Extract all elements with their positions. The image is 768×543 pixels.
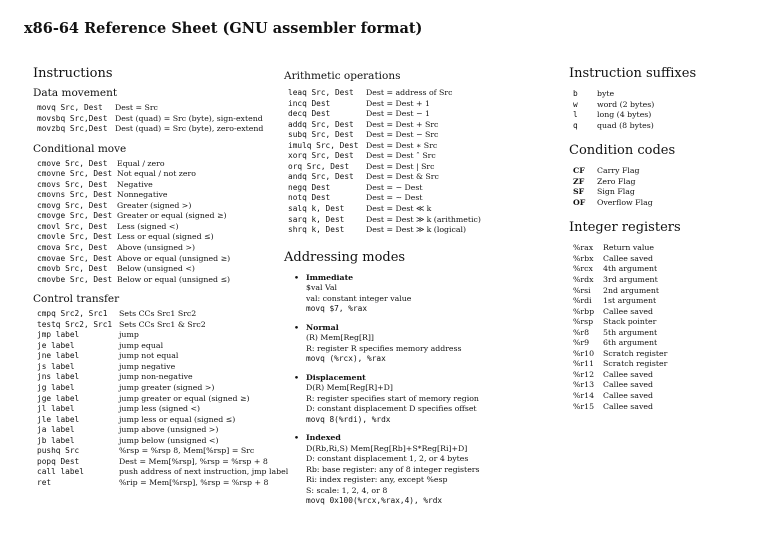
row-description: Callee saved: [603, 391, 653, 401]
row-key: shrq k, Dest: [288, 225, 345, 235]
addressing-mode-item: [284, 373, 549, 426]
conditional-move-row: [33, 264, 273, 275]
row-description: Dest (quad) = Src (byte), zero-extend: [115, 124, 264, 134]
addressing-mode-line: Ri: index register: any, except %esp: [306, 475, 448, 485]
arithmetic-row: [284, 162, 549, 173]
control-transfer-row: [33, 330, 273, 341]
addressing-mode-line: D(Rb,Ri,S) Mem[Reg[Rb]+S*Reg[Ri]+D]: [306, 443, 468, 453]
register-row: [569, 317, 759, 328]
row-key: %r10: [573, 348, 595, 358]
row-key: popq Dest: [37, 456, 80, 466]
register-row: [569, 391, 759, 402]
row-key: cmovb Src, Dest: [37, 264, 108, 274]
suffixes-heading: Instruction suffixes: [569, 66, 697, 81]
row-description: Greater (signed >): [117, 200, 192, 210]
control-transfer-row: [33, 372, 273, 383]
data-movement-row: [33, 114, 273, 125]
row-description: Dest = ∼ Dest: [366, 193, 423, 203]
data-movement-heading: Data movement: [33, 87, 118, 99]
row-key: q: [573, 120, 578, 130]
register-row: [569, 402, 759, 413]
register-row: [569, 286, 759, 297]
register-row: [569, 296, 759, 307]
row-key: %rbx: [573, 253, 594, 263]
conditional-move-row: [33, 222, 273, 233]
conditional-move-row: [33, 211, 273, 222]
row-description: jump greater (signed >): [119, 383, 215, 393]
row-description: jump below (unsigned <): [119, 435, 219, 445]
row-key: %r8: [573, 327, 590, 337]
arithmetic-section: [284, 88, 549, 236]
row-key: cmovne Src, Dest: [37, 169, 113, 179]
suffix-row: [569, 89, 759, 100]
control-transfer-row: [33, 415, 273, 426]
row-key: %r14: [573, 391, 595, 401]
suffix-row: [569, 110, 759, 121]
arithmetic-row: [284, 151, 549, 162]
control-transfer-row: [33, 478, 273, 489]
row-description: Dest = Dest & Src: [366, 172, 439, 182]
addressing-mode-line: S: scale: 1, 2, 4, or 8: [306, 485, 388, 495]
arithmetic-row: [284, 99, 549, 110]
row-description: push address of next instruction, jmp label: [119, 467, 289, 477]
addressing-heading: Addressing modes: [284, 249, 406, 265]
condition-code-row: [569, 177, 759, 188]
suffix-row: [569, 100, 759, 111]
row-key: %r12: [573, 369, 595, 379]
control-transfer-row: [33, 320, 273, 331]
row-description: Scratch register: [603, 359, 668, 369]
control-transfer-row: [33, 425, 273, 436]
conditional-move-row: [33, 232, 273, 243]
row-description: Nonnegative: [117, 190, 168, 200]
register-row: [569, 254, 759, 265]
row-description: Stack pointer: [603, 317, 657, 327]
row-key: movzbq Src,Dest: [37, 124, 108, 134]
row-key: je label: [37, 340, 75, 350]
control-transfer-row: [33, 404, 273, 415]
row-key: addq Src, Dest: [288, 119, 354, 129]
conditional-move-table: [33, 159, 273, 286]
register-row: [569, 307, 759, 318]
conditional-move-row: [33, 254, 273, 265]
row-description: Greater or equal (signed ≥): [117, 211, 227, 221]
row-key: cmovle Src, Dest: [37, 232, 113, 242]
addressing-mode-name: • Displacement: [284, 373, 549, 384]
row-key: CF: [573, 166, 585, 176]
row-description: Carry Flag: [597, 166, 640, 176]
row-key: negq Dest: [288, 182, 331, 192]
row-key: cmovbe Src, Dest: [37, 274, 113, 284]
row-description: Dest = Dest ≫ k (logical): [366, 225, 467, 235]
arithmetic-row: [284, 225, 549, 236]
control-transfer-row: [33, 383, 273, 394]
register-row: [569, 349, 759, 360]
row-description: jump above (unsigned >): [119, 425, 219, 435]
row-key: cmovs Src, Dest: [37, 179, 108, 189]
row-description: Dest = Dest + 1: [366, 98, 430, 108]
row-key: jle label: [37, 414, 80, 424]
addressing-mode-line: D: constant displacement 1, 2, or 4 bytes: [306, 454, 469, 464]
addressing-mode-line: D(R) Mem[Reg[R]+D]: [306, 383, 393, 393]
row-description: Callee saved: [603, 306, 653, 316]
arithmetic-row: [284, 193, 549, 204]
row-description: %rip = Mem[%rsp], %rsp = %rsp + 8: [119, 477, 269, 487]
row-description: Sets CCs Src1 Src2: [119, 309, 197, 319]
addressing-mode-line: val: constant integer value: [306, 293, 412, 303]
row-description: Dest = Dest ≫ k (arithmetic): [366, 214, 481, 224]
row-key: imulq Src, Dest: [288, 140, 359, 150]
row-key: js label: [37, 361, 75, 371]
conditional-move-row: [33, 190, 273, 201]
addressing-mode-example: movq $7, %rax: [306, 304, 368, 314]
row-key: cmovl Src, Dest: [37, 221, 108, 231]
control-transfer-table: [33, 309, 289, 488]
row-key: %rdx: [573, 275, 594, 285]
register-row: [569, 264, 759, 275]
row-key: decq Dest: [288, 109, 331, 119]
conditional-move-row: [33, 243, 273, 254]
row-description: Sign Flag: [597, 187, 635, 197]
condition-code-row: [569, 166, 759, 177]
row-key: xorq Src, Dest: [288, 151, 354, 161]
suffix-row: [569, 121, 759, 132]
row-description: Equal / zero: [117, 158, 165, 168]
arithmetic-row: [284, 183, 549, 194]
row-description: Callee saved: [603, 253, 653, 263]
addressing-mode-line: R: register R specifies memory address: [306, 343, 462, 353]
row-key: orq Src, Dest: [288, 161, 350, 171]
row-key: jb label: [37, 435, 75, 445]
row-key: jge label: [37, 393, 80, 403]
addressing-mode-name: • Indexed: [284, 433, 549, 444]
row-description: 1st argument: [603, 296, 657, 306]
row-description: byte: [597, 89, 615, 98]
control-transfer-row: [33, 457, 273, 468]
arithmetic-row: [284, 130, 549, 141]
row-key: b: [573, 89, 578, 98]
arithmetic-row: [284, 141, 549, 152]
row-description: jump: [119, 330, 139, 340]
condition-codes-heading: Condition codes: [569, 143, 676, 159]
row-description: jump equal: [119, 340, 164, 350]
row-description: jump less or equal (signed ≤): [119, 414, 236, 424]
register-row: [569, 380, 759, 391]
control-transfer-row: [33, 309, 273, 320]
row-description: Dest = Dest + Src: [366, 119, 439, 129]
reference-column: [569, 66, 759, 420]
addressing-mode-line: R: register specifies start of memory region: [306, 393, 479, 403]
row-key: jmp label: [37, 330, 80, 340]
conditional-move-heading: Conditional move: [33, 142, 127, 155]
registers-heading: Integer registers: [569, 220, 681, 236]
addressing-mode-item: [284, 273, 549, 315]
row-description: Dest = Dest − Src: [366, 130, 439, 140]
register-row: [569, 359, 759, 370]
row-key: %r11: [573, 359, 595, 369]
row-description: 4th argument: [603, 264, 658, 274]
control-transfer-row: [33, 467, 289, 478]
register-row: [569, 328, 759, 339]
arithmetic-table: [284, 88, 549, 236]
row-description: Sets CCs Src1 & Src2: [119, 319, 206, 329]
condition-codes-section: [569, 166, 759, 208]
addressing-mode-item: [284, 323, 549, 365]
row-description: jump non-negative: [119, 372, 193, 382]
row-description: 6th argument: [603, 338, 658, 348]
instructions-column: [33, 66, 289, 497]
row-description: quad (8 bytes): [597, 120, 654, 130]
row-description: Scratch register: [603, 348, 668, 358]
addressing-mode-example: movq 0x100(%rcx,%rax,4), %rdx: [306, 496, 443, 506]
row-description: Dest = Mem[%rsp], %rsp = %rsp + 8: [119, 456, 268, 466]
row-key: %r9: [573, 338, 590, 348]
row-key: pushq Src: [37, 446, 80, 456]
addressing-mode-name: • Normal: [284, 323, 549, 334]
row-description: Dest (quad) = Src (byte), sign-extend: [115, 113, 263, 123]
control-transfer-row: [33, 394, 273, 405]
row-description: jump less (signed <): [119, 404, 201, 414]
row-key: cmovge Src, Dest: [37, 211, 113, 221]
row-description: long (4 bytes): [597, 110, 652, 120]
arithmetic-column: [284, 70, 549, 515]
row-key: jns label: [37, 372, 80, 382]
control-transfer-row: [33, 351, 273, 362]
register-table: [569, 243, 759, 412]
row-key: movsbq Src,Dest: [37, 113, 108, 123]
row-description: Dest = Dest ˆ Src: [366, 151, 436, 161]
arithmetic-heading: Arithmetic operations: [284, 70, 401, 82]
suffixes-section: [569, 89, 759, 131]
row-key: %rax: [573, 243, 594, 253]
arithmetic-row: [284, 88, 549, 99]
row-description: Less or equal (signed ≤): [117, 232, 214, 242]
row-description: Less (signed <): [117, 221, 179, 231]
register-row: [569, 338, 759, 349]
row-description: Dest = Dest ∗ Src: [366, 140, 438, 150]
row-description: Below or equal (unsigned ≤): [117, 274, 231, 284]
addressing-modes-list: [284, 273, 549, 507]
row-description: 5th argument: [603, 327, 658, 337]
conditional-move-row: [33, 180, 273, 191]
row-description: jump negative: [119, 361, 176, 371]
suffix-table: [569, 89, 759, 131]
row-key: cmovae Src, Dest: [37, 253, 113, 263]
arithmetic-row: [284, 120, 549, 131]
row-key: ret: [37, 477, 52, 487]
condition-code-row: [569, 198, 759, 209]
addressing-mode-line: (R) Mem[Reg[R]]: [306, 333, 374, 343]
row-description: Callee saved: [603, 380, 653, 390]
row-key: jl label: [37, 404, 75, 414]
conditional-move-row: [33, 169, 273, 180]
row-description: jump not equal: [119, 351, 179, 361]
row-description: word (2 bytes): [597, 99, 655, 109]
row-key: testq Src2, Src1: [37, 319, 113, 329]
data-movement-row: [33, 103, 273, 114]
row-key: cmpq Src2, Src1: [37, 309, 108, 319]
row-description: %rsp = %rsp 8, Mem[%rsp] = Src: [119, 446, 255, 456]
row-key: cmovg Src, Dest: [37, 200, 108, 210]
row-key: ZF: [573, 176, 585, 186]
row-key: jg label: [37, 383, 75, 393]
row-key: %rsi: [573, 285, 591, 295]
row-key: cmovns Src, Dest: [37, 190, 113, 200]
arithmetic-row: [284, 204, 549, 215]
conditional-move-row: [33, 275, 273, 286]
instructions-heading: Instructions: [33, 66, 113, 81]
row-description: Dest = − Dest: [366, 182, 423, 192]
row-key: call label: [37, 467, 84, 477]
addressing-mode-line: D: constant displacement D specifies offset: [306, 404, 477, 414]
row-key: %rsp: [573, 317, 594, 327]
register-row: [569, 275, 759, 286]
data-movement-row: [33, 124, 273, 135]
register-row: [569, 243, 759, 254]
control-transfer-section: [33, 293, 289, 488]
data-movement-section: [33, 87, 273, 135]
arithmetic-row: [284, 215, 549, 226]
addressing-mode-line: $val Val: [306, 283, 338, 293]
row-key: ja label: [37, 425, 75, 435]
row-key: OF: [573, 197, 586, 207]
row-description: Callee saved: [603, 369, 653, 379]
row-description: Negative: [117, 179, 153, 189]
row-key: salq k, Dest: [288, 204, 345, 214]
row-key: andq Src, Dest: [288, 172, 354, 182]
row-description: Callee saved: [603, 401, 653, 411]
addressing-mode-example: movq 8(%rdi), %rdx: [306, 414, 391, 424]
condition-code-table: [569, 166, 759, 208]
row-key: leaq Src, Dest: [288, 88, 354, 97]
control-transfer-row: [33, 446, 273, 457]
row-key: %r15: [573, 401, 595, 411]
arithmetic-row: [284, 109, 549, 120]
control-transfer-row: [33, 341, 273, 352]
row-key: cmove Src, Dest: [37, 158, 108, 168]
row-description: Dest = Src: [115, 103, 158, 112]
addressing-mode-line: Rb: base register: any of 8 integer registers: [306, 464, 480, 474]
row-description: Not equal / not zero: [117, 169, 196, 179]
row-key: l: [573, 110, 578, 120]
row-description: Above (unsigned >): [117, 243, 196, 253]
row-description: 3rd argument: [603, 275, 658, 285]
addressing-mode-name: • Immediate: [284, 273, 549, 284]
control-transfer-row: [33, 436, 273, 447]
row-description: Dest = address of Src: [366, 88, 453, 97]
row-key: %rdi: [573, 296, 592, 306]
conditional-move-row: [33, 201, 273, 212]
row-description: Dest = Dest ≪ k: [366, 204, 432, 214]
row-key: SF: [573, 187, 585, 197]
row-key: %r13: [573, 380, 595, 390]
row-description: Overflow Flag: [597, 197, 653, 207]
row-description: Above or equal (unsigned ≥): [117, 253, 231, 263]
condition-code-row: [569, 187, 759, 198]
data-movement-table: [33, 103, 273, 135]
control-transfer-row: [33, 362, 273, 373]
page-title: x86-64 Reference Sheet (GNU assembler format): [24, 20, 423, 37]
row-description: 2nd argument: [603, 285, 660, 295]
row-description: Return value: [603, 243, 655, 253]
row-key: %rbp: [573, 306, 595, 316]
control-transfer-heading: Control transfer: [33, 293, 120, 306]
row-description: Below (unsigned <): [117, 264, 195, 274]
row-description: jump greater or equal (signed ≥): [119, 393, 250, 403]
row-key: incq Dest: [288, 98, 331, 108]
row-key: w: [573, 99, 578, 109]
conditional-move-row: [33, 159, 273, 170]
row-key: cmova Src, Dest: [37, 243, 108, 253]
register-row: [569, 370, 759, 381]
conditional-move-section: [33, 143, 273, 286]
arithmetic-row: [284, 172, 549, 183]
row-key: jne label: [37, 351, 80, 361]
row-description: Dest = Dest | Src: [366, 161, 435, 171]
row-key: movq Src, Dest: [37, 103, 103, 112]
addressing-mode-item: [284, 433, 549, 507]
registers-section: [569, 243, 759, 412]
addressing-mode-example: movq (%rcx), %rax: [306, 354, 386, 364]
row-key: notq Dest: [288, 193, 331, 203]
row-key: subq Src, Dest: [288, 130, 354, 140]
row-key: sarq k, Dest: [288, 214, 345, 224]
row-description: Zero Flag: [597, 176, 636, 186]
row-description: Dest = Dest − 1: [366, 109, 430, 119]
row-key: %rcx: [573, 264, 593, 274]
